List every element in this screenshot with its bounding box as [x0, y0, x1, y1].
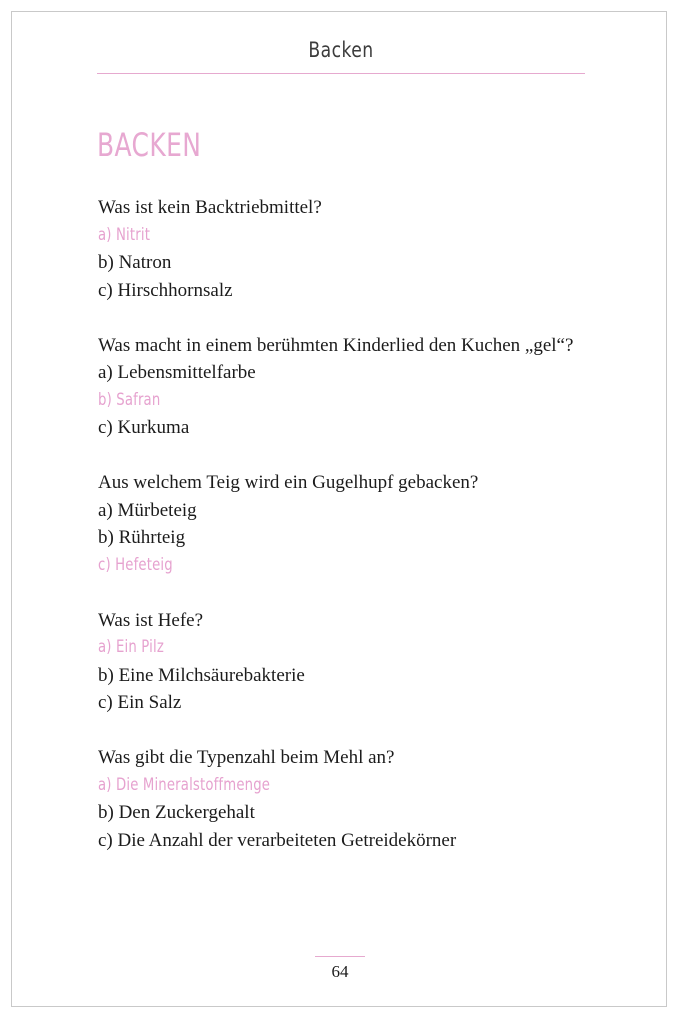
- answer-option: c) Hirschhornsalz: [98, 279, 233, 301]
- question-text: Aus welchem Teig wird ein Gugelhupf gebacken?: [98, 472, 479, 493]
- book-page: [11, 11, 667, 1007]
- question-block-2: [98, 332, 584, 442]
- question-block-5: [98, 744, 584, 854]
- answer-option: b) Rührteig: [98, 527, 186, 548]
- answer-option-correct: b) Safran: [98, 389, 161, 410]
- answer-option: b) Den Zuckergehalt: [98, 802, 255, 823]
- question-text: Was ist kein Backtriebmittel?: [98, 197, 322, 218]
- header-rule: [97, 73, 585, 74]
- running-header: Backen: [308, 38, 374, 62]
- footer-rule: [315, 956, 365, 957]
- quiz-content: [98, 194, 584, 882]
- section-title: BACKEN: [97, 126, 202, 164]
- question-block-1: [98, 194, 584, 304]
- question-text: Was macht in einem berühmten Kinderlied den Kuchen „gel“?: [98, 334, 574, 356]
- answer-option-correct: a) Ein Pilz: [98, 637, 164, 657]
- page-number: 64: [331, 962, 349, 981]
- answer-option: c) Die Anzahl der verarbeiteten Getreidekörner: [98, 829, 457, 851]
- question-block-4: [98, 607, 584, 717]
- answer-option: c) Ein Salz: [98, 692, 182, 713]
- answer-option: a) Lebensmittelfarbe: [98, 362, 256, 383]
- answer-option: b) Natron: [98, 252, 172, 273]
- question-block-3: [98, 469, 584, 579]
- answer-option: b) Eine Milchsäurebakterie: [98, 664, 305, 686]
- answer-option: c) Kurkuma: [98, 417, 190, 438]
- answer-option-correct: c) Hefeteig: [98, 554, 173, 575]
- question-text: Was ist Hefe?: [98, 609, 204, 631]
- question-text: Was gibt die Typenzahl beim Mehl an?: [98, 747, 395, 768]
- answer-option: a) Mürbeteig: [98, 499, 197, 521]
- answer-option-correct: a) Die Mineralstoffmenge: [98, 774, 271, 795]
- answer-option-correct: a) Nitrit: [98, 224, 151, 245]
